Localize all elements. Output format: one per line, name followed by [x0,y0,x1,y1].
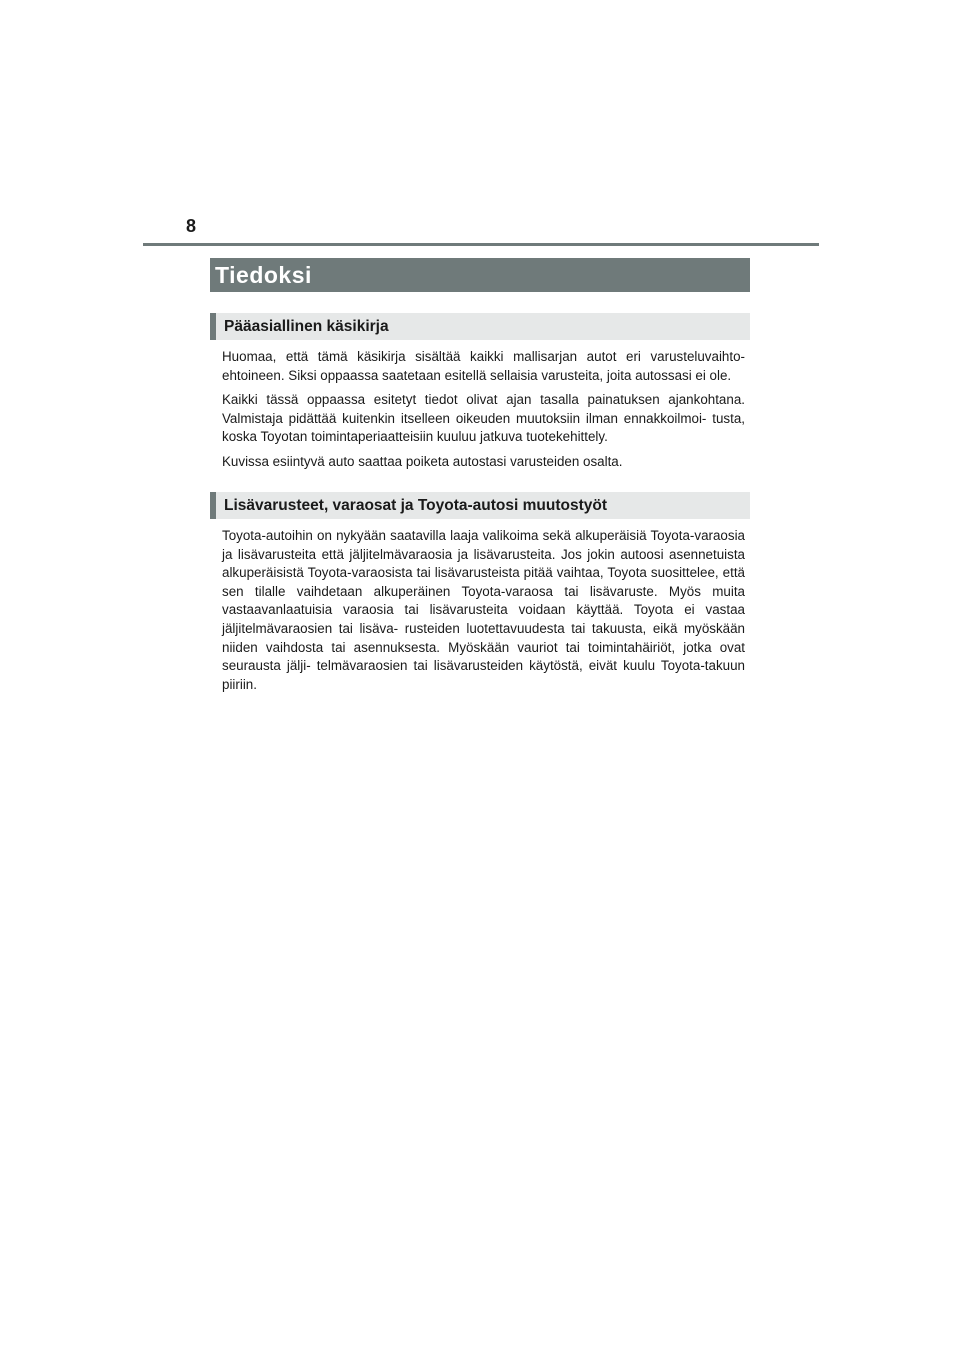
paragraph: Toyota-autoihin on nykyään saatavilla laaja valikoima sekä alkuperäisiä Toyota-varaosia ja lisävarusteita että jäljitelmävaraosia ja lisävarusteita. Jos jokin autoosi asennetuista alkuperäisistä Toyota-varaosista tai lisävarusteista pitää vaihtaa, Toyota suosittelee, että sen tilalle vaihdetaan alkuperäinen Toyota-varaosa tai lisävaruste. Myös muita vastaavanlaatuisia varaosia tai lisävarusteita voidaan käyttää. Toyota ei vastaa jäljitelmävaraosien tai lisäva- rusteiden luotettavuudesta tai takuusta, eikä myöskään niiden vaihdosta tai asennuksesta. Myöskään vauriot tai toimintahäiriöt, jotka ovat seurausta jälji- telmävaraosien tai lisävarusteiden käytöstä, eivät kuulu Toyota-takuun piiriin. [222,528,745,692]
paragraph: Kuvissa esiintyvä auto saattaa poiketa autostasi varusteiden osalta. [222,453,623,469]
page-number: 8 [186,216,197,236]
section-heading-bar-2 [210,492,750,519]
paragraph: Kaikki tässä oppaassa esitetyt tiedot olivat ajan tasalla painatuksen ajankohtana. Valmistaja pidättää kuitenkin itselleen oikeuden muutoksiin ilman ennakkoilmoi- tusta, koska Toyotan toimintaperiaatteisiin kuuluu jatkuva tuotekehittely. [222,392,745,445]
header-rule [143,243,819,246]
paragraph: Huomaa, että tämä käsikirja sisältää kaikki mallisarjan autot eri varusteluvaihto- ehtoineen. Siksi oppaassa saatetaan esitellä sellaisia varusteita, joita autossasi ei ole. [222,349,745,383]
section-heading-1: Pääasiallinen käsikirja [224,318,389,335]
section-heading-bar-1 [210,313,750,340]
main-heading-bar [210,258,750,292]
section-body-2 [222,527,745,700]
main-heading: Tiedoksi [215,262,312,288]
section-heading-2: Lisävarusteet, varaosat ja Toyota-autosi muutostyöt [224,497,608,514]
section-body-1 [222,348,745,478]
